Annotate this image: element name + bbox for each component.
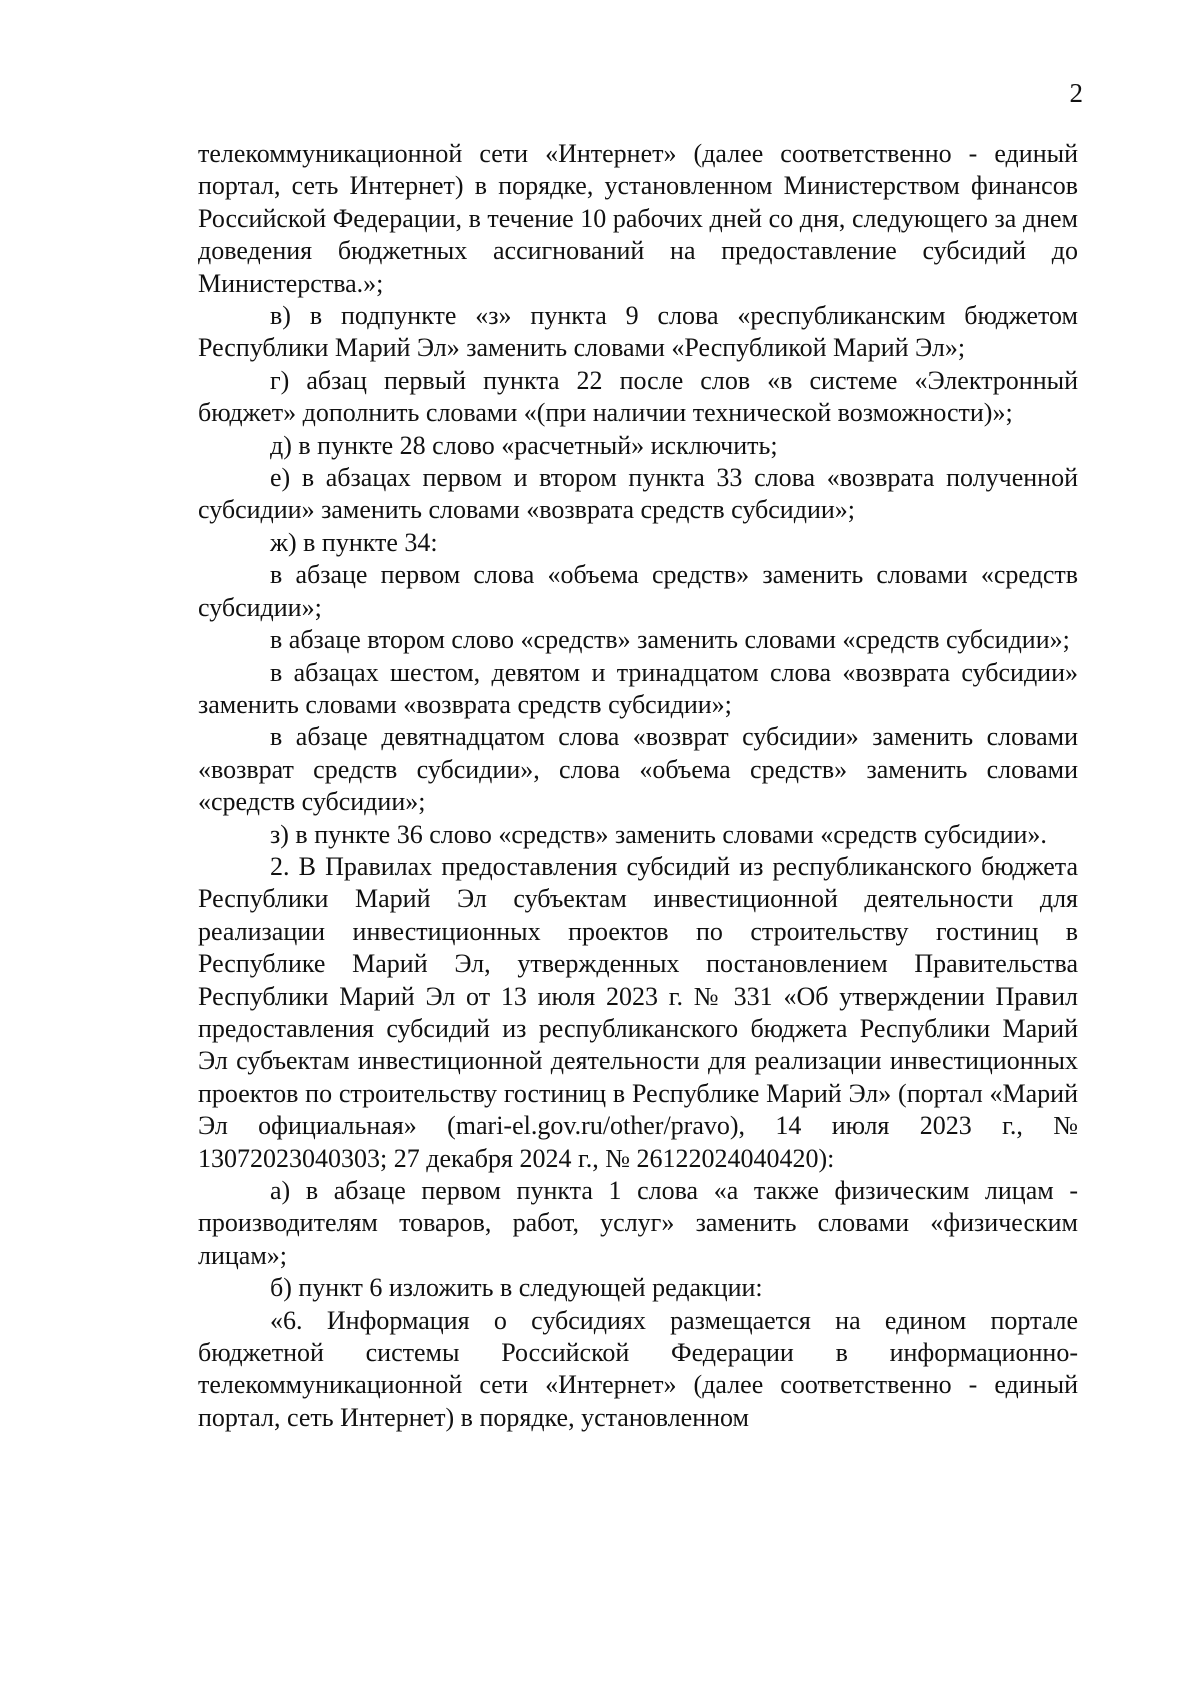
- paragraph: д) в пункте 28 слово «расчетный» исключить;: [270, 430, 778, 460]
- paragraph: в) в подпункте «з» пункта 9 слова «республиканским бюджетом Республики Марий Эл» заменить словами «Республикой Марий Эл»;: [198, 301, 1078, 363]
- paragraph: е) в абзацах первом и втором пункта 33 слова «возврата полученной субсидии» заменить словами «возврата средств субсидии»;: [198, 463, 1078, 525]
- paragraph: в абзаце втором слово «средств» заменить словами «средств субсидии»;: [270, 625, 1070, 655]
- paragraph: б) пункт 6 изложить в следующей редакции:: [270, 1273, 763, 1303]
- paragraph: в абзацах шестом, девятом и тринадцатом слова «возврата субсидии» заменить словами «возврата средств субсидии»;: [198, 657, 1078, 719]
- paragraph: а) в абзаце первом пункта 1 слова «а также физическим лицам - производителям товаров, работ, услуг» заменить словами «физическим лицам»;: [198, 1176, 1078, 1270]
- paragraph: ж) в пункте 34:: [270, 527, 438, 557]
- paragraph: телекоммуникационной сети «Интернет» (далее соответственно - единый портал, сеть Интернет) в порядке, установленном Министерством финансов Российской Федерации, в течение 10 рабочих дней со дня, следующего за днем доведения бюджетных ассигнований на предоставление субсидий до Министерства.»;: [198, 139, 1078, 298]
- document-body: [198, 138, 1078, 1434]
- paragraph: г) абзац первый пункта 22 после слов «в системе «Электронный бюджет» дополнить словами «(при наличии технической возможности)»;: [198, 365, 1078, 428]
- paragraph: в абзаце первом слова «объема средств» заменить словами «средств субсидии»;: [198, 560, 1078, 622]
- paragraph: з) в пункте 36 слово «средств» заменить словами «средств субсидии».: [270, 819, 1047, 849]
- page-number: 2: [1069, 78, 1083, 108]
- paragraph: «6. Информация о субсидиях размещается на едином портале бюджетной системы Российской Федерации в информационно-телекоммуникационной сети «Интернет» (далее соответственно - единый портал, сеть Интернет) в порядке, установленном: [198, 1305, 1078, 1432]
- paragraph: в абзаце девятнадцатом слова «возврат субсидии» заменить словами «возврат средств субсидии», слова «объема средств» заменить словами «средств субсидии»;: [198, 722, 1078, 817]
- paragraph: 2. В Правилах предоставления субсидий из республиканского бюджета Республики Марий Эл субъектам инвестиционной деятельности для реализации инвестиционных проектов по строительству гостиниц в Республике Марий Эл, утвержденных постановлением Правительства Республики Марий Эл от 13 июля 2023 г. № 331 «Об утверждении Правил предоставления субсидий из республиканского бюджета Республики Марий Эл субъектам инвестиционной деятельности для реализации инвестиционных проектов по строительству гостиниц в Республике Марий Эл» (портал «Марий Эл официальная» (mari-el.gov.ru/other/pravo), 14 июля 2023 г., № 13072023040303; 27 декабря 2024 г., № 26122024040420):: [198, 851, 1078, 1173]
